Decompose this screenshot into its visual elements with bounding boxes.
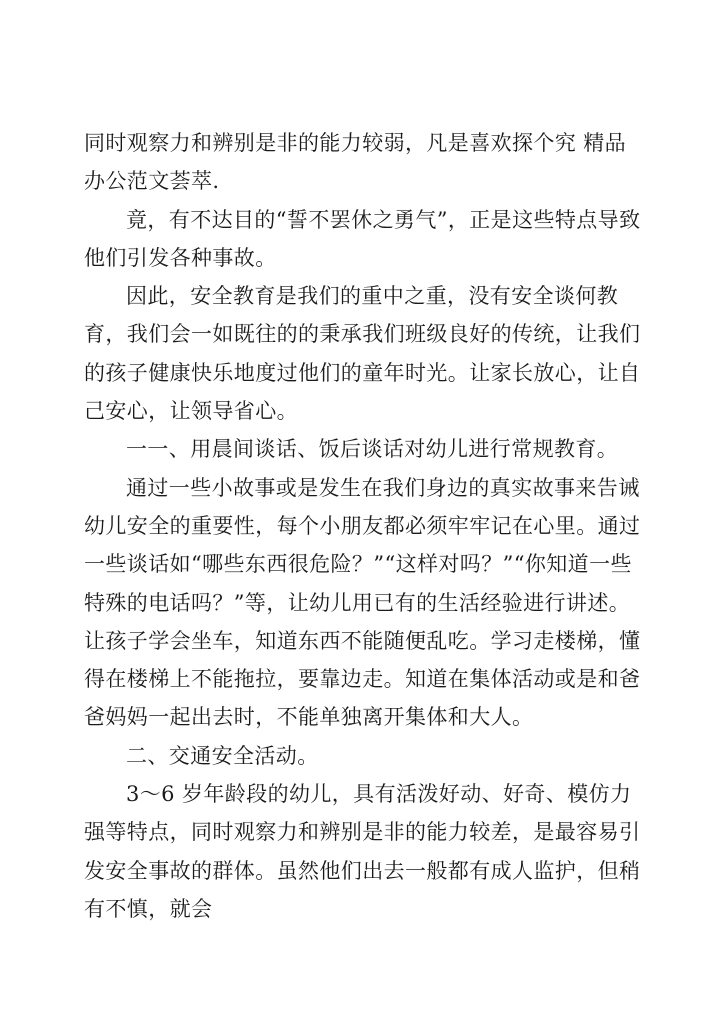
- paragraph-3: 因此，安全教育是我们的重中之重，没有安全谈何教育，我们会一如既往的的秉承我们班级良好的传统，让我们的孩子健康快乐地度过他们的童年时光。让家长放心，让自己安心，让领导省心。: [84, 284, 641, 424]
- document-body: [84, 124, 644, 928]
- paragraph-1: 同时观察力和辨别是非的能力较弱，凡是喜欢探个究 精品办公范文荟萃.: [84, 131, 627, 194]
- section-heading-2: 二、交通安全活动。: [126, 743, 319, 768]
- paragraph-2: 竟，有不达目的“誓不罢休之勇气”，正是这些特点导致他们引发各种事故。: [84, 207, 641, 270]
- paragraph-5: 3～6 岁年龄段的幼儿，具有活泼好动、好奇、模仿力强等特点，同时观察力和辨别是非的能力较差，是最容易引发安全事故的群体。虽然他们出去一般都有成人监护，但稍有不慎，就会: [84, 782, 641, 921]
- paragraph-4: 通过一些小故事或是发生在我们身边的真实故事来告诫幼儿安全的重要性，每个小朋友都必须牢牢记在心里。通过一些谈话如“哪些东西很危险？”“这样对吗？”“你知道一些特殊的电话吗？”等，让幼儿用已有的生活经验进行讲述。让孩子学会坐车，知道东西不能随便乱吃。学习走楼梯，懂得在楼梯上不能拖拉，要靠边走。知道在集体活动或是和爸爸妈妈一起出去时，不能单独离开集体和大人。: [84, 475, 641, 730]
- section-heading-1: 一一、用晨间谈话、饭后谈话对幼儿进行常规教育。: [126, 437, 619, 462]
